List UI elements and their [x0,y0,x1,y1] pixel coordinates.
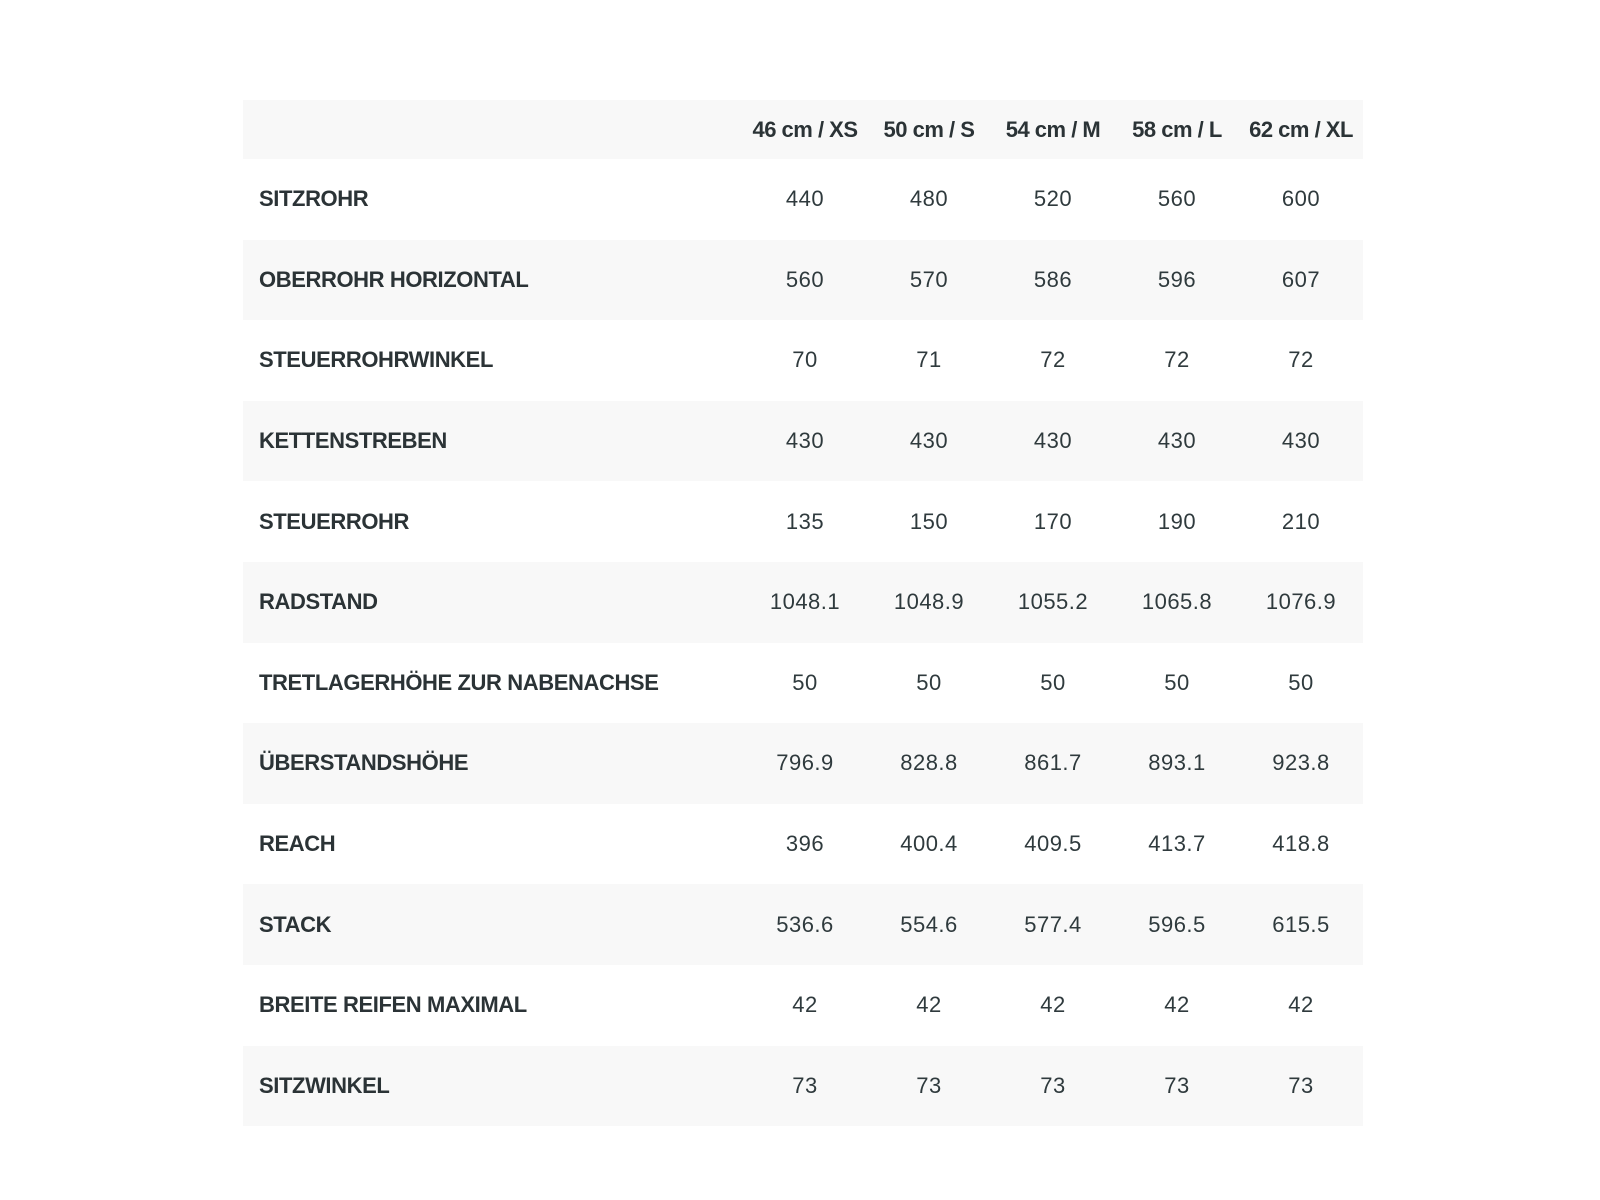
row-label: OBERROHR HORIZONTAL [259,266,529,292]
table-cell: 600 [1281,186,1321,212]
row-label: BREITE REIFEN MAXIMAL [259,992,527,1018]
table-cell: 560 [785,266,825,292]
column-header-xl: 62 cm / XL [1249,116,1353,142]
row-label: ÜBERSTANDSHÖHE [259,750,469,776]
row-label: STEUERROHRWINKEL [259,347,493,373]
table-cell: 73 [1164,1072,1190,1098]
row-label: REACH [259,831,336,857]
table-cell: 50 [1164,669,1190,695]
table-row [243,965,1363,1046]
table-cell: 1055.2 [1017,589,1089,615]
table-cell: 190 [1157,508,1197,534]
table-cell: 596 [1157,266,1197,292]
table-cell: 560 [1157,186,1197,212]
table-cell: 42 [916,992,942,1018]
table-cell: 210 [1281,508,1321,534]
column-header-xs: 46 cm / XS [752,116,858,142]
table-row [243,884,1363,965]
row-label: KETTENSTREBEN [259,428,447,454]
table-cell: 73 [1040,1072,1066,1098]
table-cell: 42 [1040,992,1066,1018]
table-cell: 796.9 [776,750,834,776]
table-row [243,1046,1363,1127]
table-cell: 50 [916,669,942,695]
table-cell: 861.7 [1024,750,1082,776]
table-cell: 50 [1040,669,1066,695]
table-cell: 170 [1033,508,1073,534]
table-header [243,100,1363,159]
row-label: RADSTAND [259,589,378,615]
table-cell: 73 [916,1072,942,1098]
table-cell: 615.5 [1272,911,1330,937]
table-cell: 596.5 [1148,911,1206,937]
table-cell: 520 [1033,186,1073,212]
table-cell: 586 [1033,266,1073,292]
table-cell: 409.5 [1024,831,1082,857]
table-cell: 1048.1 [769,589,841,615]
table-cell: 70 [792,347,818,373]
table-cell: 135 [785,508,825,534]
table-cell: 430 [1157,428,1197,454]
table-cell: 893.1 [1148,750,1206,776]
table-cell: 396 [785,831,825,857]
table-cell: 42 [792,992,818,1018]
table-cell: 430 [1033,428,1073,454]
table-row [243,643,1363,724]
row-label: SITZROHR [259,186,369,212]
table-row [243,159,1363,240]
table-cell: 1048.9 [893,589,965,615]
row-label: STEUERROHR [259,508,410,534]
table-cell: 73 [1288,1072,1314,1098]
table-cell: 430 [1281,428,1321,454]
table-cell: 400.4 [900,831,958,857]
table-cell: 72 [1164,347,1190,373]
table-cell: 607 [1281,266,1321,292]
table-cell: 71 [916,347,942,373]
table-row [243,320,1363,401]
column-header-s: 50 cm / S [883,116,975,142]
header-row [243,100,1363,159]
table-row [243,562,1363,643]
table-cell: 42 [1288,992,1314,1018]
table-cell: 828.8 [900,750,958,776]
table-cell: 1065.8 [1141,589,1213,615]
table-body [243,159,1363,1126]
table-cell: 73 [792,1072,818,1098]
table-row [243,723,1363,804]
row-label: STACK [259,911,332,937]
geometry-table [243,100,1363,1126]
column-header-l: 58 cm / L [1132,116,1222,142]
table-cell: 1076.9 [1265,589,1337,615]
table-row [243,481,1363,562]
header-label-spacer [243,100,743,159]
table-cell: 150 [909,508,949,534]
row-label: SITZWINKEL [259,1072,390,1098]
table-cell: 577.4 [1024,911,1082,937]
table-cell: 72 [1288,347,1314,373]
table-cell: 440 [785,186,825,212]
table-cell: 50 [792,669,818,695]
table-row [243,804,1363,885]
table-cell: 42 [1164,992,1190,1018]
table-cell: 570 [909,266,949,292]
table-cell: 430 [785,428,825,454]
column-header-m: 54 cm / M [1005,116,1101,142]
table-cell: 480 [909,186,949,212]
table-row [243,240,1363,321]
table-cell: 413.7 [1148,831,1206,857]
table-cell: 72 [1040,347,1066,373]
table-cell: 923.8 [1272,750,1330,776]
table-cell: 418.8 [1272,831,1330,857]
table-cell: 430 [909,428,949,454]
table-cell: 50 [1288,669,1314,695]
table-cell: 554.6 [900,911,958,937]
table-cell: 536.6 [776,911,834,937]
table-row [243,401,1363,482]
row-label: TRETLAGERHÖHE ZUR NABENACHSE [259,669,659,695]
